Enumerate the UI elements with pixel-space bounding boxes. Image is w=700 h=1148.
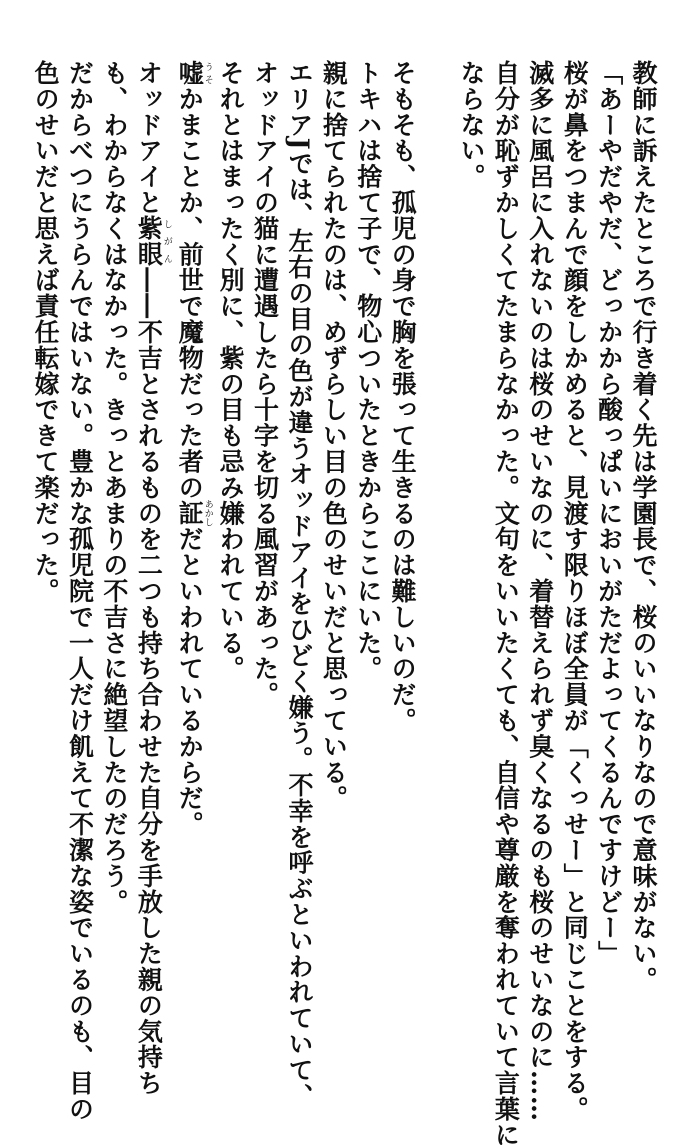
- text-line: 滅多に風呂に入れないのは桜のせいなのに、着替えられず臭くなるのも桜のせいなのに……: [525, 60, 555, 1122]
- novel-text-block: [28, 60, 660, 1148]
- text-segment: ――不吉とされるものを二つも持ち合わせた自分を手放した親の気持ち: [134, 267, 164, 1097]
- ruby-akashi: [175, 499, 213, 527]
- text-line-with-ruby: [131, 60, 172, 1097]
- text-segment: かまことか、前世で魔物だった者の: [175, 85, 205, 501]
- dialogue-line: 「あーやだやだ、どっかから酸っぱいにおいがただよってくるんですけどー」: [594, 60, 624, 967]
- paragraph-gap: [419, 60, 453, 980]
- text-segment: だといわれているからだ。: [175, 526, 205, 838]
- text-segment: オッドアイと: [134, 60, 164, 216]
- ruby-uso: [175, 60, 213, 86]
- text-line: オッドアイの猫に遭遇したら十字を切る風習があった。: [250, 60, 280, 708]
- ruby-reading: あかし: [202, 499, 213, 527]
- text-line: 色のせいだと思えば責任転嫁できて楽だった。: [31, 60, 61, 604]
- ruby-base: 紫眼: [134, 215, 164, 268]
- ruby-reading: しがん: [161, 215, 172, 268]
- text-line: 教師に訴えたところで行き着く先は学園長で、桜のいいなりなので意味がない。: [629, 60, 658, 993]
- text-line: トキハは捨て子で、物心ついたときからここにいた。: [353, 60, 383, 682]
- text-line: 親に捨てられたのは、めずらしい目の色のせいだと思っている。: [319, 60, 349, 812]
- text-line: も、わからなくはなかった。きっとあまりの不吉さに絶望したのだろう。: [99, 60, 129, 915]
- ruby-base: 嘘: [175, 60, 205, 86]
- text-line: だからべつにうらんではいない。豊かな孤児院で一人だけ飢えて不潔な姿でいるのも、目の: [65, 60, 95, 1122]
- ruby-reading: うそ: [202, 60, 213, 86]
- text-line-with-ruby: [172, 60, 213, 980]
- text-line: そもそも、孤児の身で胸を張って生きるのは難しいのだ。: [388, 60, 418, 734]
- text-line: 桜が鼻をつまんで顔をしかめると、見渡す限りほぼ全員が「くっせー」と同じことをする。: [560, 60, 590, 1122]
- text-line: 自分が恥ずかしくてたまらなかった。文句をいいたくても、自信や尊厳を奪われていて言葉に: [491, 60, 521, 1148]
- ruby-shigan: [134, 215, 172, 268]
- text-line: エリアJでは、左右の目の色が違うオッドアイをひどく嫌う。不幸を呼ぶといわれていて、: [284, 60, 314, 1109]
- ruby-base: 証: [175, 499, 205, 527]
- text-line: ならない。: [456, 60, 486, 190]
- text-line: それとはまったく別に、紫の目も忌み嫌われている。: [216, 60, 246, 682]
